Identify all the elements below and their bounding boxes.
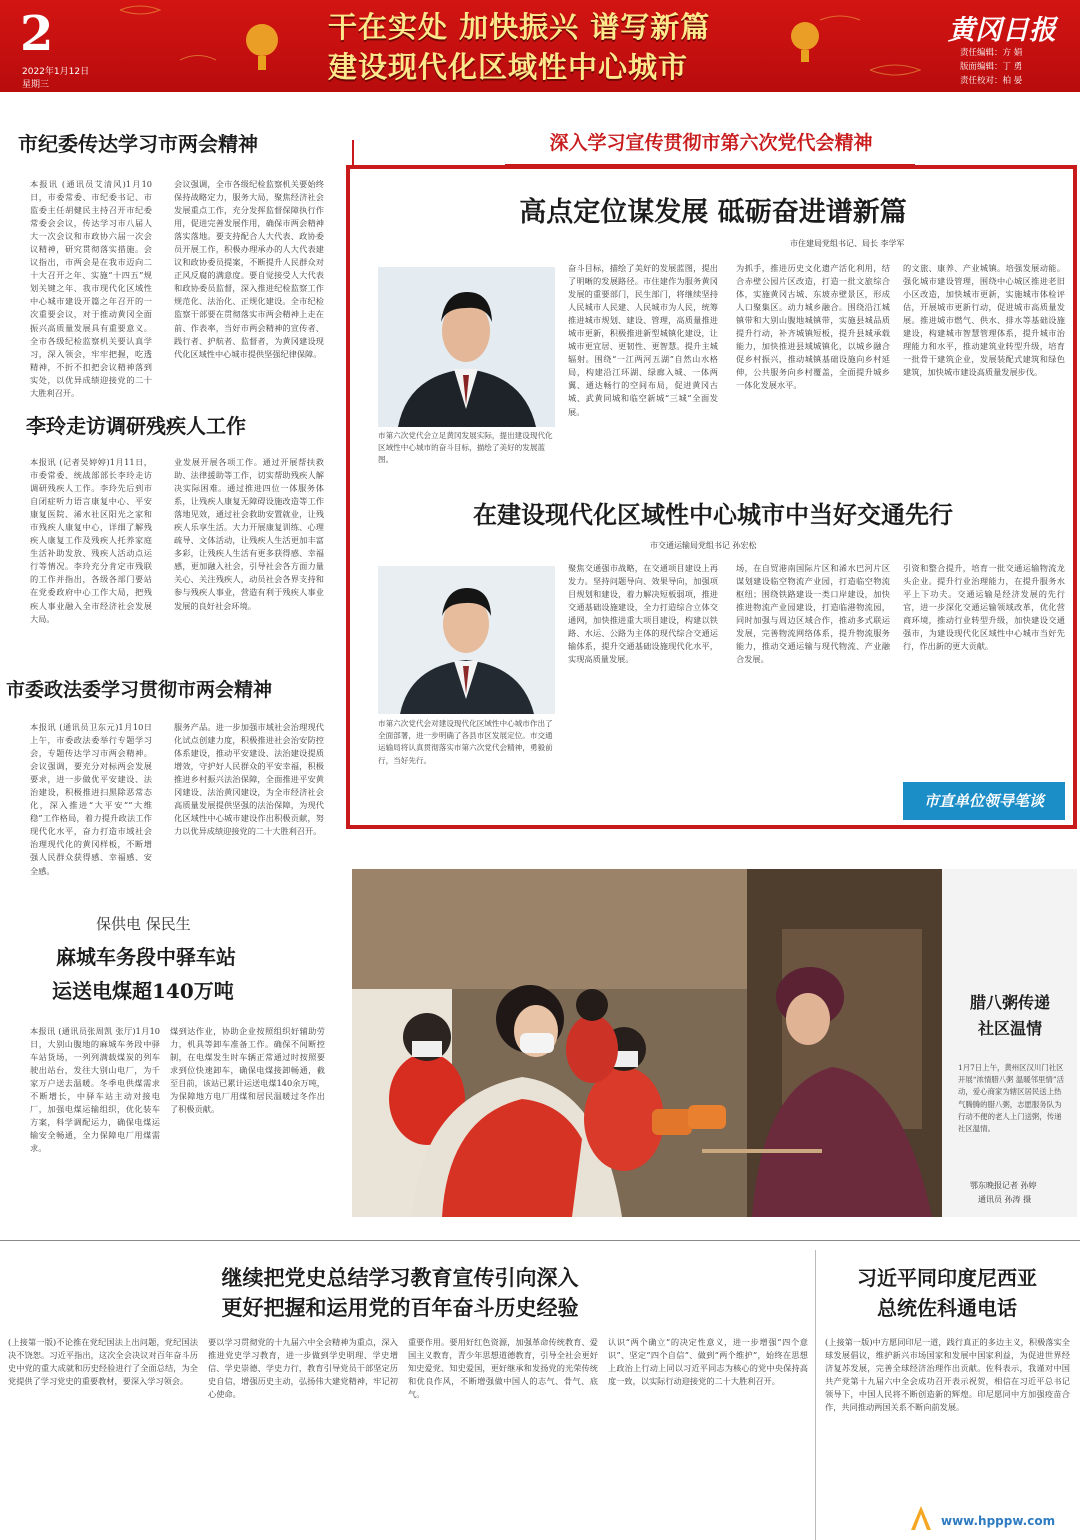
- article2-col-2: 场，在自贸港南国际片区和浠水巴河片区谋划建设临空物流产业园，打造临空物流枢纽；围绕铁路建设一类口岸建设，加快推进物流产业园建设，打造临港物流园，同时加强与周边区域合作，推动多式联运发展，完善物流网络体系，提升物流服务能力，推动交通运输与现代物流、产业融合发展。: [736, 563, 890, 665]
- headline: 市委政法委学习贯彻市两会精神: [6, 679, 273, 701]
- headline: 市纪委传达学习市两会精神: [18, 132, 258, 156]
- headline: 李玲走访调研残疾人工作: [26, 414, 246, 438]
- banner-line-1: 干在实处 加快振兴 谱写新篇: [328, 10, 711, 44]
- bottom-divider: [0, 1240, 1080, 1241]
- body-col-2: 服务产品。进一步加强市域社会治理现代化试点创建力度，积极推进社会治安防控体系建设，推动平安建设、法治建设提质增效，守护好人民群众的平安幸福，积极推进乡村振兴法治保障，全面推进平安黄冈建设、法治黄冈建设，为全市经济社会高质量发展提供坚强的法治保障，为现代化区域性中心城市建设作出积极贡献，努力以优异成绩迎接党的二十大胜利召开。: [174, 722, 324, 837]
- bottom-article2-headline-1: 习近平同印度尼西亚: [857, 1266, 1037, 1290]
- article-zhengfawei: [0, 665, 340, 890]
- article2-byline: 市交通运输局党组书记 孙宏松: [650, 541, 757, 550]
- article2-headline: 在建设现代化区域性中心城市中当好交通先行: [473, 500, 953, 529]
- article1-byline: 市住建局党组书记、局长 李学军: [790, 239, 905, 248]
- column-stamp: [903, 782, 1065, 820]
- person-icon: [378, 566, 555, 714]
- bottom-article1-col-3: 重要作用。要用好红色资源，加强革命传统教育、爱国主义教育，青少年思想道德教育，引导全社会更好知史爱党、知史爱国，更好继承和发扬党的光荣传统和优良作风，不断增强做中国人的志气、骨气、底气。: [408, 1337, 598, 1400]
- bottom-vertical-divider: [815, 1250, 816, 1540]
- article-macheng: [0, 905, 340, 1230]
- body-col-2: 业发展开展各项工作。通过开展帮扶救助、法律援助等工作，切实帮助残疾人解决实际困难。通过推进四位一体服务体系，让残疾人康复无障碍设施改造等工作落地见效，通过社会救助安置就业，让残疾人乐享生活。大力开展康复训练、心理疏导、文体活动，让残疾人生活更加丰富多彩，让残疾人生活有更多获得感、幸福感，更加融入社会，引导社会各方面力量关心、关注残疾人，动员社会各界支持和参与残疾人事业，营造有利于残疾人事业发展的良好社会环境。: [174, 457, 324, 611]
- bottom-article1-col-2: 要以学习贯彻党的十九届六中全会精神为重点，深入推进党史学习教育，进一步做到学史明理、学史增信、学史崇德、学史力行，教育引导党员干部坚定历史自信，增强历史主动，弘扬伟大建党精神，牢记初心使命。: [208, 1337, 398, 1400]
- photo-caption: 1月7日上午，黄州区汉川门社区开展“浓情腊八粥 温暖邻里情”活动，爱心商家为辖区居民送上热气腾腾的腊八粥，志愿服务队为行动不便的老人上门送粥，传递社区温情。: [958, 1063, 1064, 1134]
- portrait-photo-2: [378, 566, 555, 714]
- banner-line-2: 建设现代化区域性中心城市: [328, 50, 689, 84]
- news-photo: [352, 869, 942, 1217]
- body-col-1: 本报讯 (通讯员张周凯 张厅)1月10日，大别山腹地的麻城车务段中驿车站货场，一列列满载煤炭的列车驶出站台，发往大别山电厂，为千家万户送去温暖。冬季电供煤需求不断增长，中驿车站主动对接电厂，加强电煤运输组织，优化装车方案，科学调配运力，确保电煤运输安全畅通，全力保障电厂用煤需求。: [30, 1026, 160, 1154]
- bottom-article2-headline-2: 总统佐科通电话: [877, 1296, 1017, 1320]
- kicker: 保供电 保民生: [96, 915, 191, 933]
- article2-caption: 市第六次党代会对建设现代化区域性中心城市作出了全面部署，进一步明确了各县市区发展定位。市交通运输局将认真贯彻落实市第六次党代会精神，勇毅前行，当好先行。: [378, 719, 553, 765]
- article1-col-1: 奋斗目标，描绘了美好的发展蓝图，提出了明晰的发展路径。市住建作为服务黄冈发展的重要部门，民生部门，将继续坚持人民城市人民建、人民城市为人民，统筹推进城市规划、建设、管理，高质量推进城市更新，积极推进新型城镇化建设，让城市更宜居、更韧性、更智慧。提升主城辐射。围绕“一江两河五湖”自然山水格局，构建沿江环湖、绿廊入城、一体两翼、通达畅行的空间布局，促进黄冈古城、武黄同城和临空新城“三城”全面发展。: [568, 263, 718, 417]
- bottom-article1-col-4: 认识“两个确立”的决定性意义，进一步增强“四个意识”、坚定“四个自信”、做到“两个维护”，始终在思想上政治上行动上同以习近平同志为核心的党中央保持高度一致，以实际行动迎接党的二十大胜利召开。: [608, 1337, 808, 1387]
- body-col-2: 煤到达作业，协助企业按照组织好辅助劳力，机具等卸车准备工作。确保不间断控制，在电煤发生时车辆正常通过时按照要求到位快速卸车，确保电煤接卸畅通，截至目前，该站已累计运送电煤140余万吨，为保障地方电厂用煤和居民温暖过冬作出了积极贡献。: [170, 1026, 325, 1115]
- portrait-photo-1: [378, 267, 555, 427]
- bottom-article1-col-1: (上接第一版)不论推在党纪国法上出问题，党纪国法决不饶恕。习近平指出，这次全会决议对百年奋斗历史中党的重大成就和历史经验进行了全面总结，为全党提供了学习党史的重要教材，要深入学习领会。: [8, 1337, 198, 1387]
- body-col-1: 本报讯 (通讯员艾清风)1月10日，市委常委、市纪委书记、市监委主任胡健民主持召开市纪委常委会会议，传达学习市八届人大一次会议和市政协六届一次会议精神，研究贯彻落实措施。会议指出，市两会是在我市迈向二十大召开之年、实施“十四五”规划关键之年、我市现代化区域性中心城市建设开篇之年召开的一次重要会议，对于推动黄冈全面振兴高质量发展具有重要意义。全市各级纪检监察机关要认真学习，深入领会，牢牢把握，吃透精神，不折不扣把会议精神落到实处，以优异成绩迎接党的二十大胜利召开。: [30, 179, 152, 398]
- section-header-banner: [505, 120, 915, 166]
- issue-weekday: 星期三: [22, 80, 50, 90]
- editor-credit-3: 责任校对：柏 晏: [960, 76, 1023, 86]
- issue-date: 2022年1月12日: [22, 67, 90, 77]
- bottom-article2-col-1: (上接第一版)中方愿同印尼一道，践行真正的多边主义，积极落实全球发展倡议，维护新兴市场国家和发展中国家利益，为促进世界经济复苏发展，完善全球经济治理作出贡献。佐科表示，我谨对中国共产党第十九届六中全会成功召开表示祝贺，相信在习近平总书记领导下，中国人民将不断创造新的辉煌。印尼愿同中方加强疫苗合作，共同推动两国关系不断向前发展。: [825, 1337, 1070, 1413]
- editor-credit-1: 责任编辑：方 娟: [960, 48, 1023, 58]
- photo-credit-1: 鄂东晚报记者 孙婷: [970, 1181, 1037, 1190]
- page-number: 2: [20, 6, 54, 62]
- section-header: 深入学习宣传贯彻市第六次党代会精神: [549, 132, 873, 154]
- watermark: [905, 1500, 1075, 1536]
- article-jiwei: [0, 100, 340, 398]
- photo-credit-2: 通讯员 孙涛 摄: [978, 1195, 1032, 1204]
- newspaper-logo: 黄冈日报: [948, 15, 1056, 46]
- special-frame-inner-line: [352, 140, 354, 165]
- column-stamp-label: 市直单位领导笔谈: [923, 792, 1044, 810]
- article1-col-2: 为抓手，推进历史文化遗产活化利用，结合赤壁公园片区改造，打造一批文旅综合体，实施黄冈古城、东坡赤壁景区，形成人口聚集区。动力城乡融合。围绕沿江城镇带和大别山腹地城镇带，实施县城品质提升行动，补齐城镇短板，提升县城承载能力，加快推进县域城镇化，以城乡融合促乡村振兴，推动城镇基础设施向乡村延伸，公共服务向乡村覆盖，全面提升城乡一体化发展水平。: [736, 263, 890, 391]
- masthead: [0, 0, 1080, 96]
- photo-title-line-2: 社区温情: [977, 1019, 1042, 1038]
- watermark-text: www.hpppw.com: [941, 1514, 1056, 1528]
- watermark-logo-icon: [905, 1502, 937, 1534]
- article2-col-1: 聚焦交通强市战略，在交通项目建设上再发力。坚持问题导向、效果导向，加强项目规划和建设，着力解决短板弱项，推进交通基础设施建设，全力打造综合立体交通网，加快推进重大项目建设，构建以铁路、水运、公路为主体的现代综合交通运输体系，提升交通基础设施现代化水平，实现高质量发展。: [568, 563, 718, 665]
- bottom-article1-headline-1: 继续把党史总结学习教育宣传引向深入: [221, 1265, 579, 1290]
- photo-title-line-1: 腊八粥传递: [969, 993, 1050, 1012]
- headline-line-2: 运送电煤超140万吨: [52, 979, 234, 1003]
- bottom-article1-headline-2: 更好把握和运用党的百年奋斗历史经验: [221, 1295, 579, 1320]
- article1-caption: 市第六次党代会立足黄冈发展实际，提出建设现代化区域性中心城市的奋斗目标，描绘了美好的发展蓝图。: [378, 431, 553, 465]
- body-col-1: 本报讯 (记者吴婷婷)1月11日，市委常委、统战部部长李玲走访调研残疾人工作。李玲先后到市自闭症听力语言康复中心、平安康复医院、浠水社区阳光之家和市残疾人康复中心，详细了解残疾人康复工作及残疾人托养家庭生活补助发放、残疾人活动点运行等情况。李玲充分肯定市残联的工作并指出，各级各部门要站在党委政府中心工作大局，把残疾人事业融入全市经济社会发展大局。: [30, 457, 152, 624]
- body-col-2: 会议强调，全市各级纪检监察机关要始终保持战略定力，服务大局，聚焦经济社会发展重点工作，充分发挥监督保障执行作用，促进完善发展作用，确保市两会精神落实落地。要支持配合人大代表、政协委员开展工作，积极办理承办的人大代表建议和政协委员提案，不断提升人民群众对正风反腐的满意度。要自觉接受人大代表和政协委员监督，深入推进纪检监察工作规范化、法治化、正规化建设。全市纪检监察干部要在贯彻落实市两会精神上走在前、作表率，当好市两会精神的宣传者、践行者、护航者、监督者，为黄冈建设现代化区域性中心城市提供坚强纪律保障。: [174, 179, 324, 359]
- person-icon: [378, 267, 555, 427]
- article1-col-3: 的文旅、康养、产业城镇。培强发展动能。强化城市建设管理，围绕中心城区推进老旧小区改造，加快城市更新，实施城市体检评估，开展城市更新行动，促进城市高质量发展。推进城市燃气、供水、排水等基础设施建设，构建城市智慧管理体系，提升城市治理能力和水平，推动建筑业转型升级，培育一批骨干建筑企业，发展装配式建筑和绿色建筑，加快城市建设高质量发展步伐。: [903, 263, 1065, 378]
- photo-illustration: [352, 869, 942, 1217]
- body-col-1: 本报讯 (通讯员卫东元)1月10日上午，市委政法委举行专题学习会，专题传达学习市两会精神。会议强调，要充分对标两会发展要求，进一步做优平安建设、法治建设，积极推进扫黑除恶常态化，深入推进“大平安”“大维稳”工作格局，着力提升政法工作现代化水平，奋力打造市域社会治理现代化的黄冈样板，不断增强人民群众获得感、幸福感、安全感。: [30, 722, 152, 876]
- article1-headline: 高点定位谋发展 砥砺奋进谱新篇: [519, 197, 907, 228]
- article-liling: [0, 390, 340, 660]
- editor-credit-2: 版面编辑：丁 勇: [960, 62, 1023, 72]
- article2-col-3: 引资和整合提升，培育一批交通运输物流龙头企业。提升行业治理能力，在提升服务水平上下功夫。交通运输是经济发展的先行官，进一步深化交通运输领域改革，优化营商环境，推动行业转型升级，加快建设交通强市，为建设现代化区域性中心城市当好先行，作出新的更大贡献。: [903, 563, 1065, 652]
- headline-line-1: 麻城车务段中驿车站: [56, 945, 236, 969]
